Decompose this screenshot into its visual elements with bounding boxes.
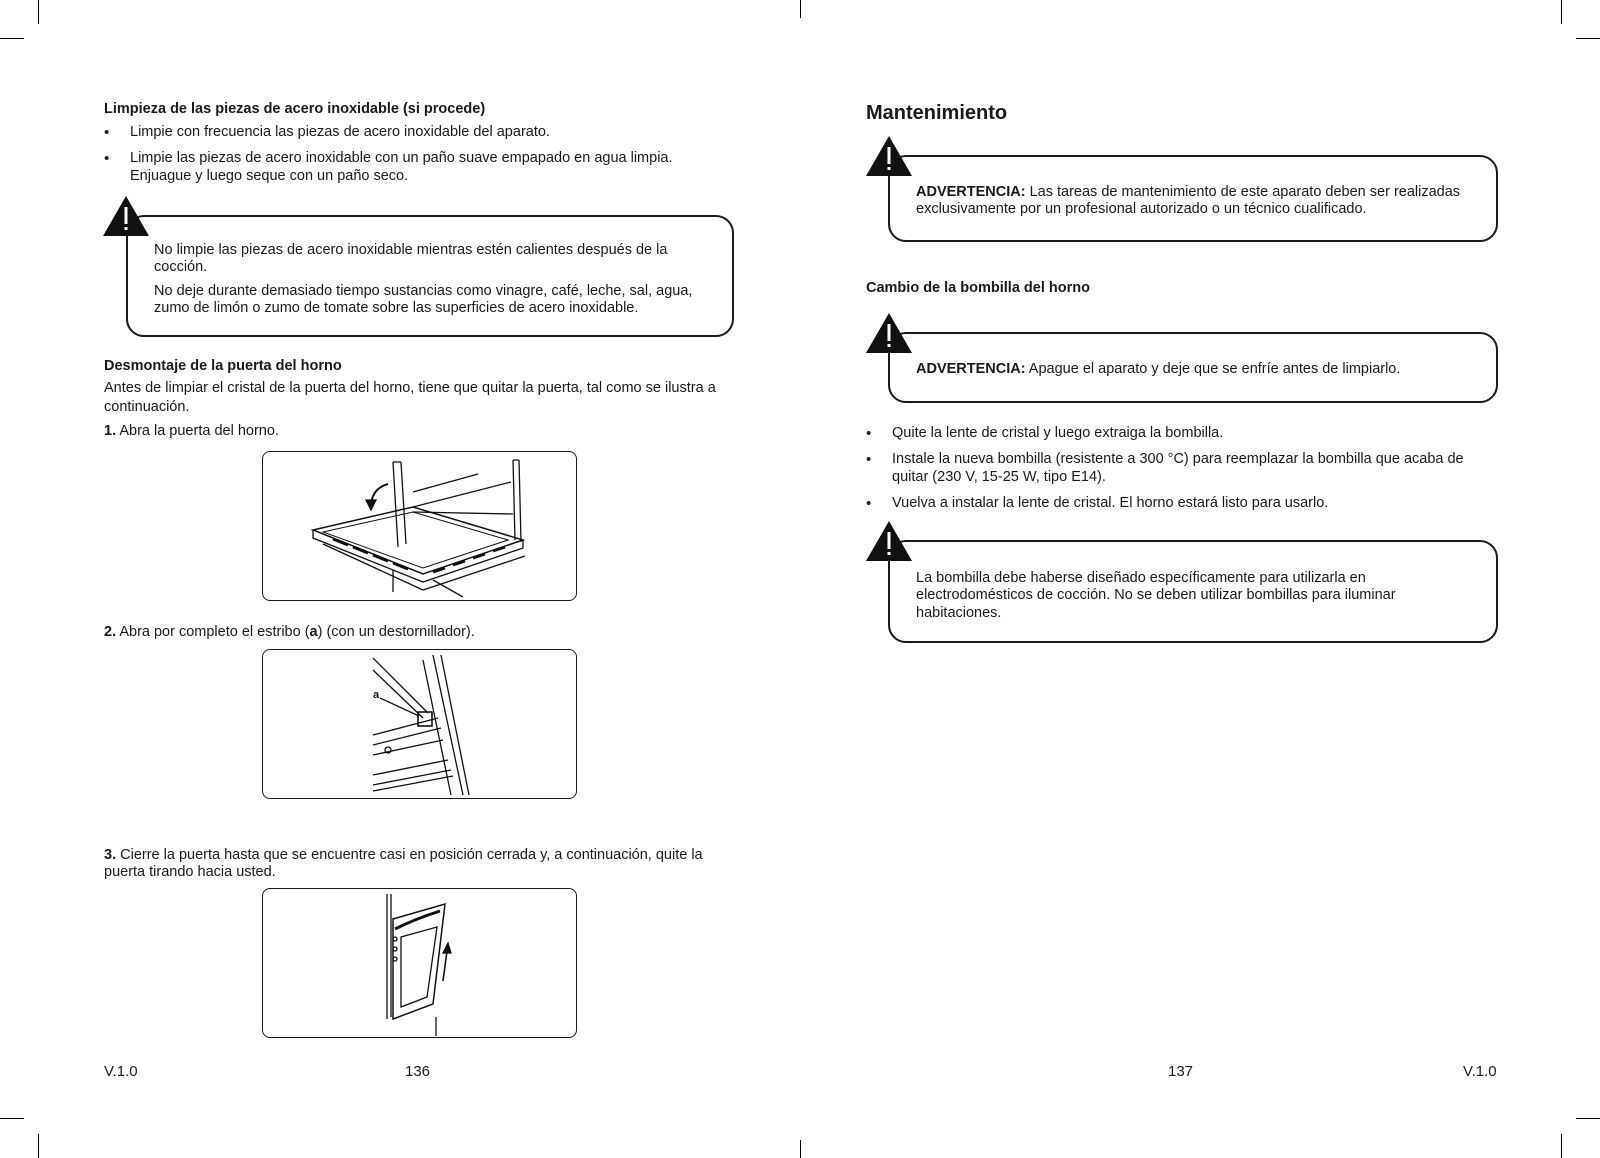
figure-hinge xyxy=(262,649,577,799)
maintenance-warning-box xyxy=(888,155,1498,242)
step-text: Abra por completo el estribo ( xyxy=(119,624,310,640)
warning-triangle-icon xyxy=(866,136,912,176)
crop-mark xyxy=(800,0,801,18)
stainless-heading: Limpieza de las piezas de acero inoxidable (si procede) xyxy=(104,101,486,117)
stainless-warning-box xyxy=(126,215,734,337)
footer-version: V.1.0 xyxy=(104,1063,138,1080)
page-number: 137 xyxy=(1168,1063,1194,1080)
open-door-illustration xyxy=(263,452,575,599)
warning-triangle-icon xyxy=(866,313,912,353)
warning-body: Las tareas de mantenimiento de este aparato deben ser realizadas exclusivamente por un profesional autorizado o un técnico cualificado. xyxy=(916,184,1461,218)
note-text: La bombilla debe haberse diseñado específicamente para utilizarla en electrodomésticos de cocción. No se deben utilizar bombillas para iluminar habitaciones. xyxy=(916,570,1396,621)
step-number: 2. xyxy=(104,624,117,640)
step-2 xyxy=(104,624,475,641)
bulb-warning-box xyxy=(888,332,1498,403)
page-title: Mantenimiento xyxy=(866,102,1008,124)
step-text: ) (con un destornillador). xyxy=(317,624,475,640)
crop-mark xyxy=(0,38,24,39)
warning-text: No deje durante demasiado tiempo sustancias como vinagre, café, leche, sal, agua, zumo de limón o zumo de tomate sobre las superficies de acero inoxidable. xyxy=(154,282,693,317)
step-number: 1. xyxy=(104,423,117,439)
figure-remove-door xyxy=(262,888,577,1038)
step-3 xyxy=(104,847,734,882)
crop-mark xyxy=(1576,38,1600,39)
crop-mark xyxy=(38,0,39,24)
warning-label: ADVERTENCIA: xyxy=(916,184,1026,200)
footer-version: V.1.0 xyxy=(1463,1063,1497,1080)
warning-triangle-icon xyxy=(866,521,912,561)
list-item: • Vuelva a instalar la lente de cristal. El horno estará listo para usarlo. xyxy=(866,495,1491,512)
bulb-bullet-list xyxy=(866,425,1491,522)
callout-label: a xyxy=(373,689,380,701)
step-1 xyxy=(104,423,279,440)
figure-open-door xyxy=(262,451,577,601)
hinge-illustration xyxy=(263,650,575,797)
list-item: • Instale la nueva bombilla (resistente a 300 °C) para reemplazar la bombilla que acaba de quitar (230 V, 15-25 W, tipo E14). xyxy=(866,451,1491,486)
warning-body: Apague el aparato y deje que se enfríe antes de limpiarlo. xyxy=(1028,361,1401,377)
crop-mark xyxy=(38,1134,39,1158)
door-intro: Antes de limpiar el cristal de la puerta del horno, tiene que quitar la puerta, tal como se ilustra a continuación. xyxy=(104,380,716,415)
crop-mark xyxy=(0,1118,24,1119)
stainless-bullet-list xyxy=(104,124,704,194)
crop-mark xyxy=(1561,0,1562,24)
step-text: Abra la puerta del horno. xyxy=(119,423,279,439)
crop-mark xyxy=(800,1140,801,1158)
door-heading: Desmontaje de la puerta del horno xyxy=(104,358,342,374)
remove-door-illustration xyxy=(263,889,575,1036)
step-number: 3. xyxy=(104,847,117,863)
list-item: • Limpie las piezas de acero inoxidable con un paño suave empapado en agua limpia. Enjuague y luego seque con un paño seco. xyxy=(104,150,704,185)
warning-text xyxy=(916,361,1470,378)
list-item: • Limpie con frecuencia las piezas de acero inoxidable del aparato. xyxy=(104,124,704,141)
crop-mark xyxy=(1561,1134,1562,1158)
warning-label: ADVERTENCIA: xyxy=(916,361,1026,377)
warning-triangle-icon xyxy=(103,196,149,236)
step-text-bold: a xyxy=(309,624,318,640)
step-text: Cierre la puerta hasta que se encuentre casi en posición cerrada y, a continuación, quite la puerta tirando hacia usted. xyxy=(104,847,703,881)
warning-text xyxy=(916,184,1470,219)
warning-text: No limpie las piezas de acero inoxidable mientras estén calientes después de la cocción. xyxy=(154,242,668,276)
crop-mark xyxy=(1576,1118,1600,1119)
list-item: • Quite la lente de cristal y luego extraiga la bombilla. xyxy=(866,425,1491,442)
page-number: 136 xyxy=(405,1063,431,1080)
bulb-heading: Cambio de la bombilla del horno xyxy=(866,280,1090,296)
bulb-note-box xyxy=(888,540,1498,643)
